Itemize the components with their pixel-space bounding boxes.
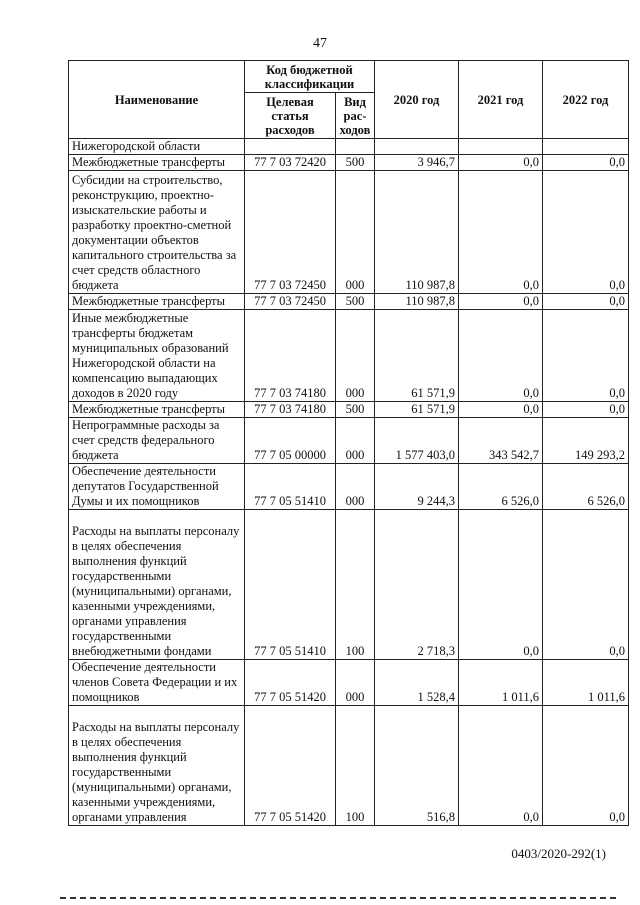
table-row [69, 418, 629, 464]
row-kind: 500 [336, 294, 375, 310]
row-2020: 2 718,3 [375, 510, 459, 660]
row-2020 [375, 139, 459, 155]
row-name: Расходы на выплаты персоналу в целях обеспечения выполнения функций государственными (муниципальными) органами, казенными учреждениями, органами управления государственными внебюджетными фондами [69, 510, 245, 660]
document-code: 0403/2020-292(1) [511, 846, 606, 861]
row-2020: 516,8 [375, 706, 459, 826]
row-code: 77 7 03 72450 [245, 294, 336, 310]
row-kind: 500 [336, 155, 375, 171]
row-2021: 0,0 [459, 171, 543, 294]
row-2022: 0,0 [543, 402, 629, 418]
page-bottom-rule [60, 897, 616, 899]
table-row [69, 139, 629, 155]
row-2022: 0,0 [543, 171, 629, 294]
table-row [69, 155, 629, 171]
row-code: 77 7 03 72420 [245, 155, 336, 171]
row-name: Межбюджетные трансферты [69, 402, 245, 418]
table-row [69, 660, 629, 706]
row-name: Межбюджетные трансферты [69, 155, 245, 171]
row-kind: 100 [336, 706, 375, 826]
row-kind: 000 [336, 310, 375, 402]
row-2021: 0,0 [459, 310, 543, 402]
row-name: Межбюджетные трансферты [69, 294, 245, 310]
row-code: 77 7 03 72450 [245, 171, 336, 294]
row-name: Субсидии на строительство, реконструкцию, проектно-изыскательские работы и разработку проектно-сметной документации объектов капитального строительства за счет средств областного бюджета [69, 171, 245, 294]
row-2022: 0,0 [543, 294, 629, 310]
row-2020: 1 577 403,0 [375, 418, 459, 464]
row-name: Нижегородской области [69, 139, 245, 155]
row-2020: 1 528,4 [375, 660, 459, 706]
row-2020: 9 244,3 [375, 464, 459, 510]
table-row [69, 402, 629, 418]
row-code [245, 139, 336, 155]
row-2021: 0,0 [459, 155, 543, 171]
row-code: 77 7 05 51420 [245, 706, 336, 826]
row-2020: 61 571,9 [375, 310, 459, 402]
row-2022: 0,0 [543, 706, 629, 826]
row-code: 77 7 03 74180 [245, 310, 336, 402]
row-2022: 0,0 [543, 155, 629, 171]
header-2022: 2022 год [543, 61, 629, 139]
row-2020: 3 946,7 [375, 155, 459, 171]
table-row [69, 171, 629, 294]
header-name: Наименование [69, 61, 245, 139]
table-row [69, 294, 629, 310]
row-2021: 1 011,6 [459, 660, 543, 706]
row-2022: 149 293,2 [543, 418, 629, 464]
header-code-group: Код бюджетной классификации [245, 61, 375, 93]
row-code: 77 7 05 00000 [245, 418, 336, 464]
row-code: 77 7 03 74180 [245, 402, 336, 418]
row-name: Обеспечение деятельности членов Совета Федерации и их помощников [69, 660, 245, 706]
budget-table [68, 60, 629, 826]
row-2022: 0,0 [543, 510, 629, 660]
row-name: Расходы на выплаты персоналу в целях обеспечения выполнения функций государственными (муниципальными) органами, казенными учреждениями, органами управления [69, 706, 245, 826]
header-target: Целевая статья расходов [245, 93, 336, 139]
row-kind: 000 [336, 660, 375, 706]
header-kind: Вид рас-ходов [336, 93, 375, 139]
page-number: 47 [313, 36, 327, 51]
row-kind: 100 [336, 510, 375, 660]
row-2021: 0,0 [459, 294, 543, 310]
table-row [69, 510, 629, 660]
row-kind: 000 [336, 171, 375, 294]
row-kind: 500 [336, 402, 375, 418]
header-2020: 2020 год [375, 61, 459, 139]
table-row [69, 310, 629, 402]
row-kind [336, 139, 375, 155]
row-name: Иные межбюджетные трансферты бюджетам муниципальных образований Нижегородской области на компенсацию выпадающих доходов в 2020 году [69, 310, 245, 402]
row-2021 [459, 139, 543, 155]
row-2021: 0,0 [459, 706, 543, 826]
row-2022: 1 011,6 [543, 660, 629, 706]
row-2022: 0,0 [543, 310, 629, 402]
row-2020: 110 987,8 [375, 294, 459, 310]
row-kind: 000 [336, 464, 375, 510]
row-name: Обеспечение деятельности депутатов Государственной Думы и их помощников [69, 464, 245, 510]
row-2021: 0,0 [459, 402, 543, 418]
row-kind: 000 [336, 418, 375, 464]
table-row [69, 464, 629, 510]
table-row [69, 706, 629, 826]
row-2020: 61 571,9 [375, 402, 459, 418]
row-2022 [543, 139, 629, 155]
row-name: Непрограммные расходы за счет средств федерального бюджета [69, 418, 245, 464]
row-2021: 343 542,7 [459, 418, 543, 464]
row-2022: 6 526,0 [543, 464, 629, 510]
header-2021: 2021 год [459, 61, 543, 139]
row-code: 77 7 05 51420 [245, 660, 336, 706]
row-2021: 6 526,0 [459, 464, 543, 510]
row-2021: 0,0 [459, 510, 543, 660]
row-code: 77 7 05 51410 [245, 464, 336, 510]
row-code: 77 7 05 51410 [245, 510, 336, 660]
row-2020: 110 987,8 [375, 171, 459, 294]
